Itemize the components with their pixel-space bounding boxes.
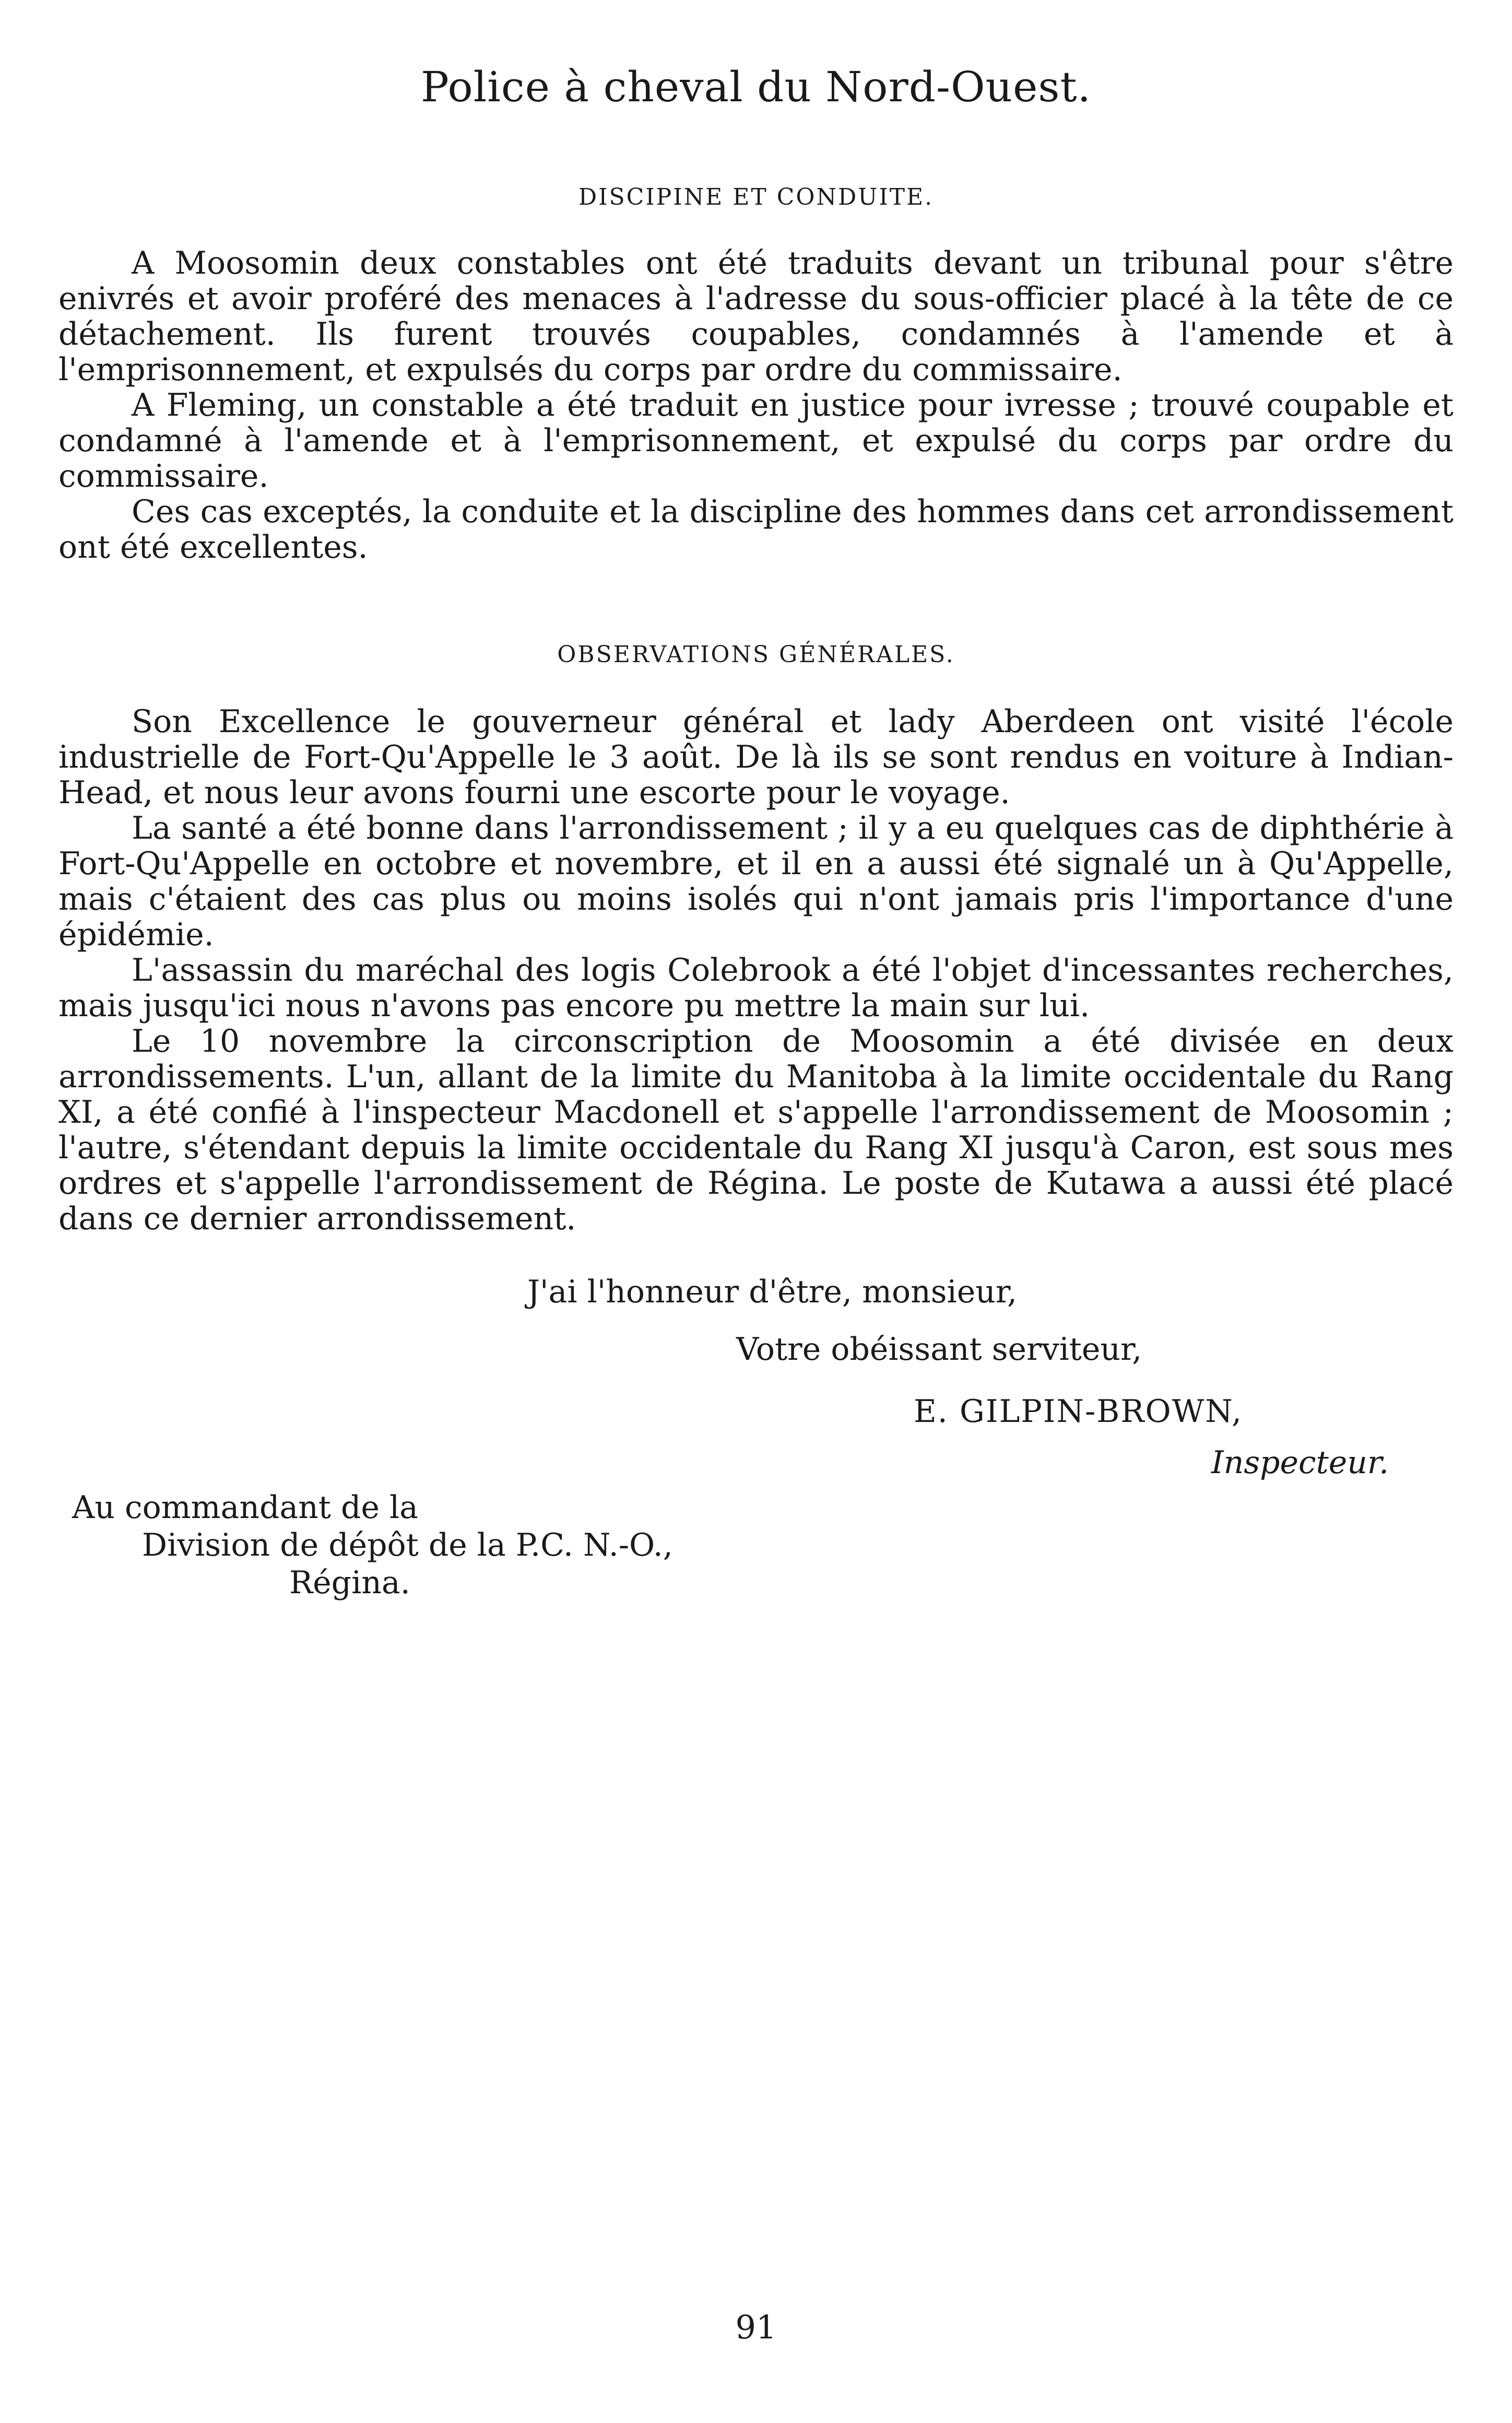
address-line-2: Division de dépôt de la P.C. N.-O., <box>142 1527 673 1563</box>
paragraph: Le 10 novembre la circonscription de Moosomin a été divisée en deux arrondissements. L'un, allant de la limite du Manitoba à la limite occidentale du Rang XI, a été confié à l'inspecteur Macdonell et s'appelle l'arrondissement de Moosomin ; l'autre, s'étendant depuis la limite occidentale du Rang XI jusqu'à Caron, est sous mes ordres et s'appelle l'arrondissement de Régina. Le poste de Kutawa a aussi été placé dans ce dernier arrondissement. <box>58 1023 1454 1237</box>
paragraph: La santé a été bonne dans l'arrondissement ; il y a eu quelques cas de diphthérie à Fort-Qu'Appelle en octobre et novembre, et il en a aussi été signalé un à Qu'Appelle, mais c'étaient des cas plus ou moins isolés qui n'ont jamais pris l'importance d'une épidémie. <box>58 810 1454 953</box>
page-number: 91 <box>735 2308 777 2346</box>
section-heading-discipline: DISCIPINE ET CONDUITE. <box>578 184 934 210</box>
section-body-discipline <box>58 245 1454 565</box>
paragraph: A Fleming, un constable a été traduit en justice pour ivresse ; trouvé coupable et condamné à l'amende et à l'emprisonnement, et expulsé du corps par ordre du commissaire. <box>58 387 1454 495</box>
address-line-3: Régina. <box>289 1565 410 1601</box>
paragraph: Ces cas exceptés, la conduite et la discipline des hommes dans cet arrondissement ont été excellentes. <box>58 493 1454 566</box>
paragraph: A Moosomin deux constables ont été traduits devant un tribunal pour s'être enivrés et avoir proféré des menaces à l'adresse du sous-officier placé à la tête de ce détachement. Ils furent trouvés coupables, condamnés à l'amende et à l'emprisonnement, et expulsés du corps par ordre du commissaire. <box>58 245 1454 388</box>
address-line-1: Au commandant de la <box>72 1489 418 1526</box>
signature-name: E. GILPIN-BROWN, <box>914 1393 1243 1430</box>
signature-title: Inspecteur. <box>1211 1444 1389 1481</box>
paragraph: L'assassin du maréchal des logis Colebrook a été l'objet d'incessantes recherches, mais jusqu'ici nous n'avons pas encore pu mettre la main sur lui. <box>58 952 1454 1024</box>
closing-valediction: Votre obéissant serviteur, <box>736 1331 1142 1368</box>
paragraph: Son Excellence le gouverneur général et lady Aberdeen ont visité l'école industrielle de Fort-Qu'Appelle le 3 août. De là ils se sont rendus en voiture à Indian-Head, et nous leur avons fourni une escorte pour le voyage. <box>58 703 1454 811</box>
section-body-observations <box>58 704 1454 1237</box>
running-title: Police à cheval du Nord-Ouest. <box>420 63 1092 111</box>
closing-salutation: J'ai l'honneur d'être, monsieur, <box>527 1274 1018 1310</box>
section-heading-observations: OBSERVATIONS GÉNÉRALES. <box>557 641 955 668</box>
